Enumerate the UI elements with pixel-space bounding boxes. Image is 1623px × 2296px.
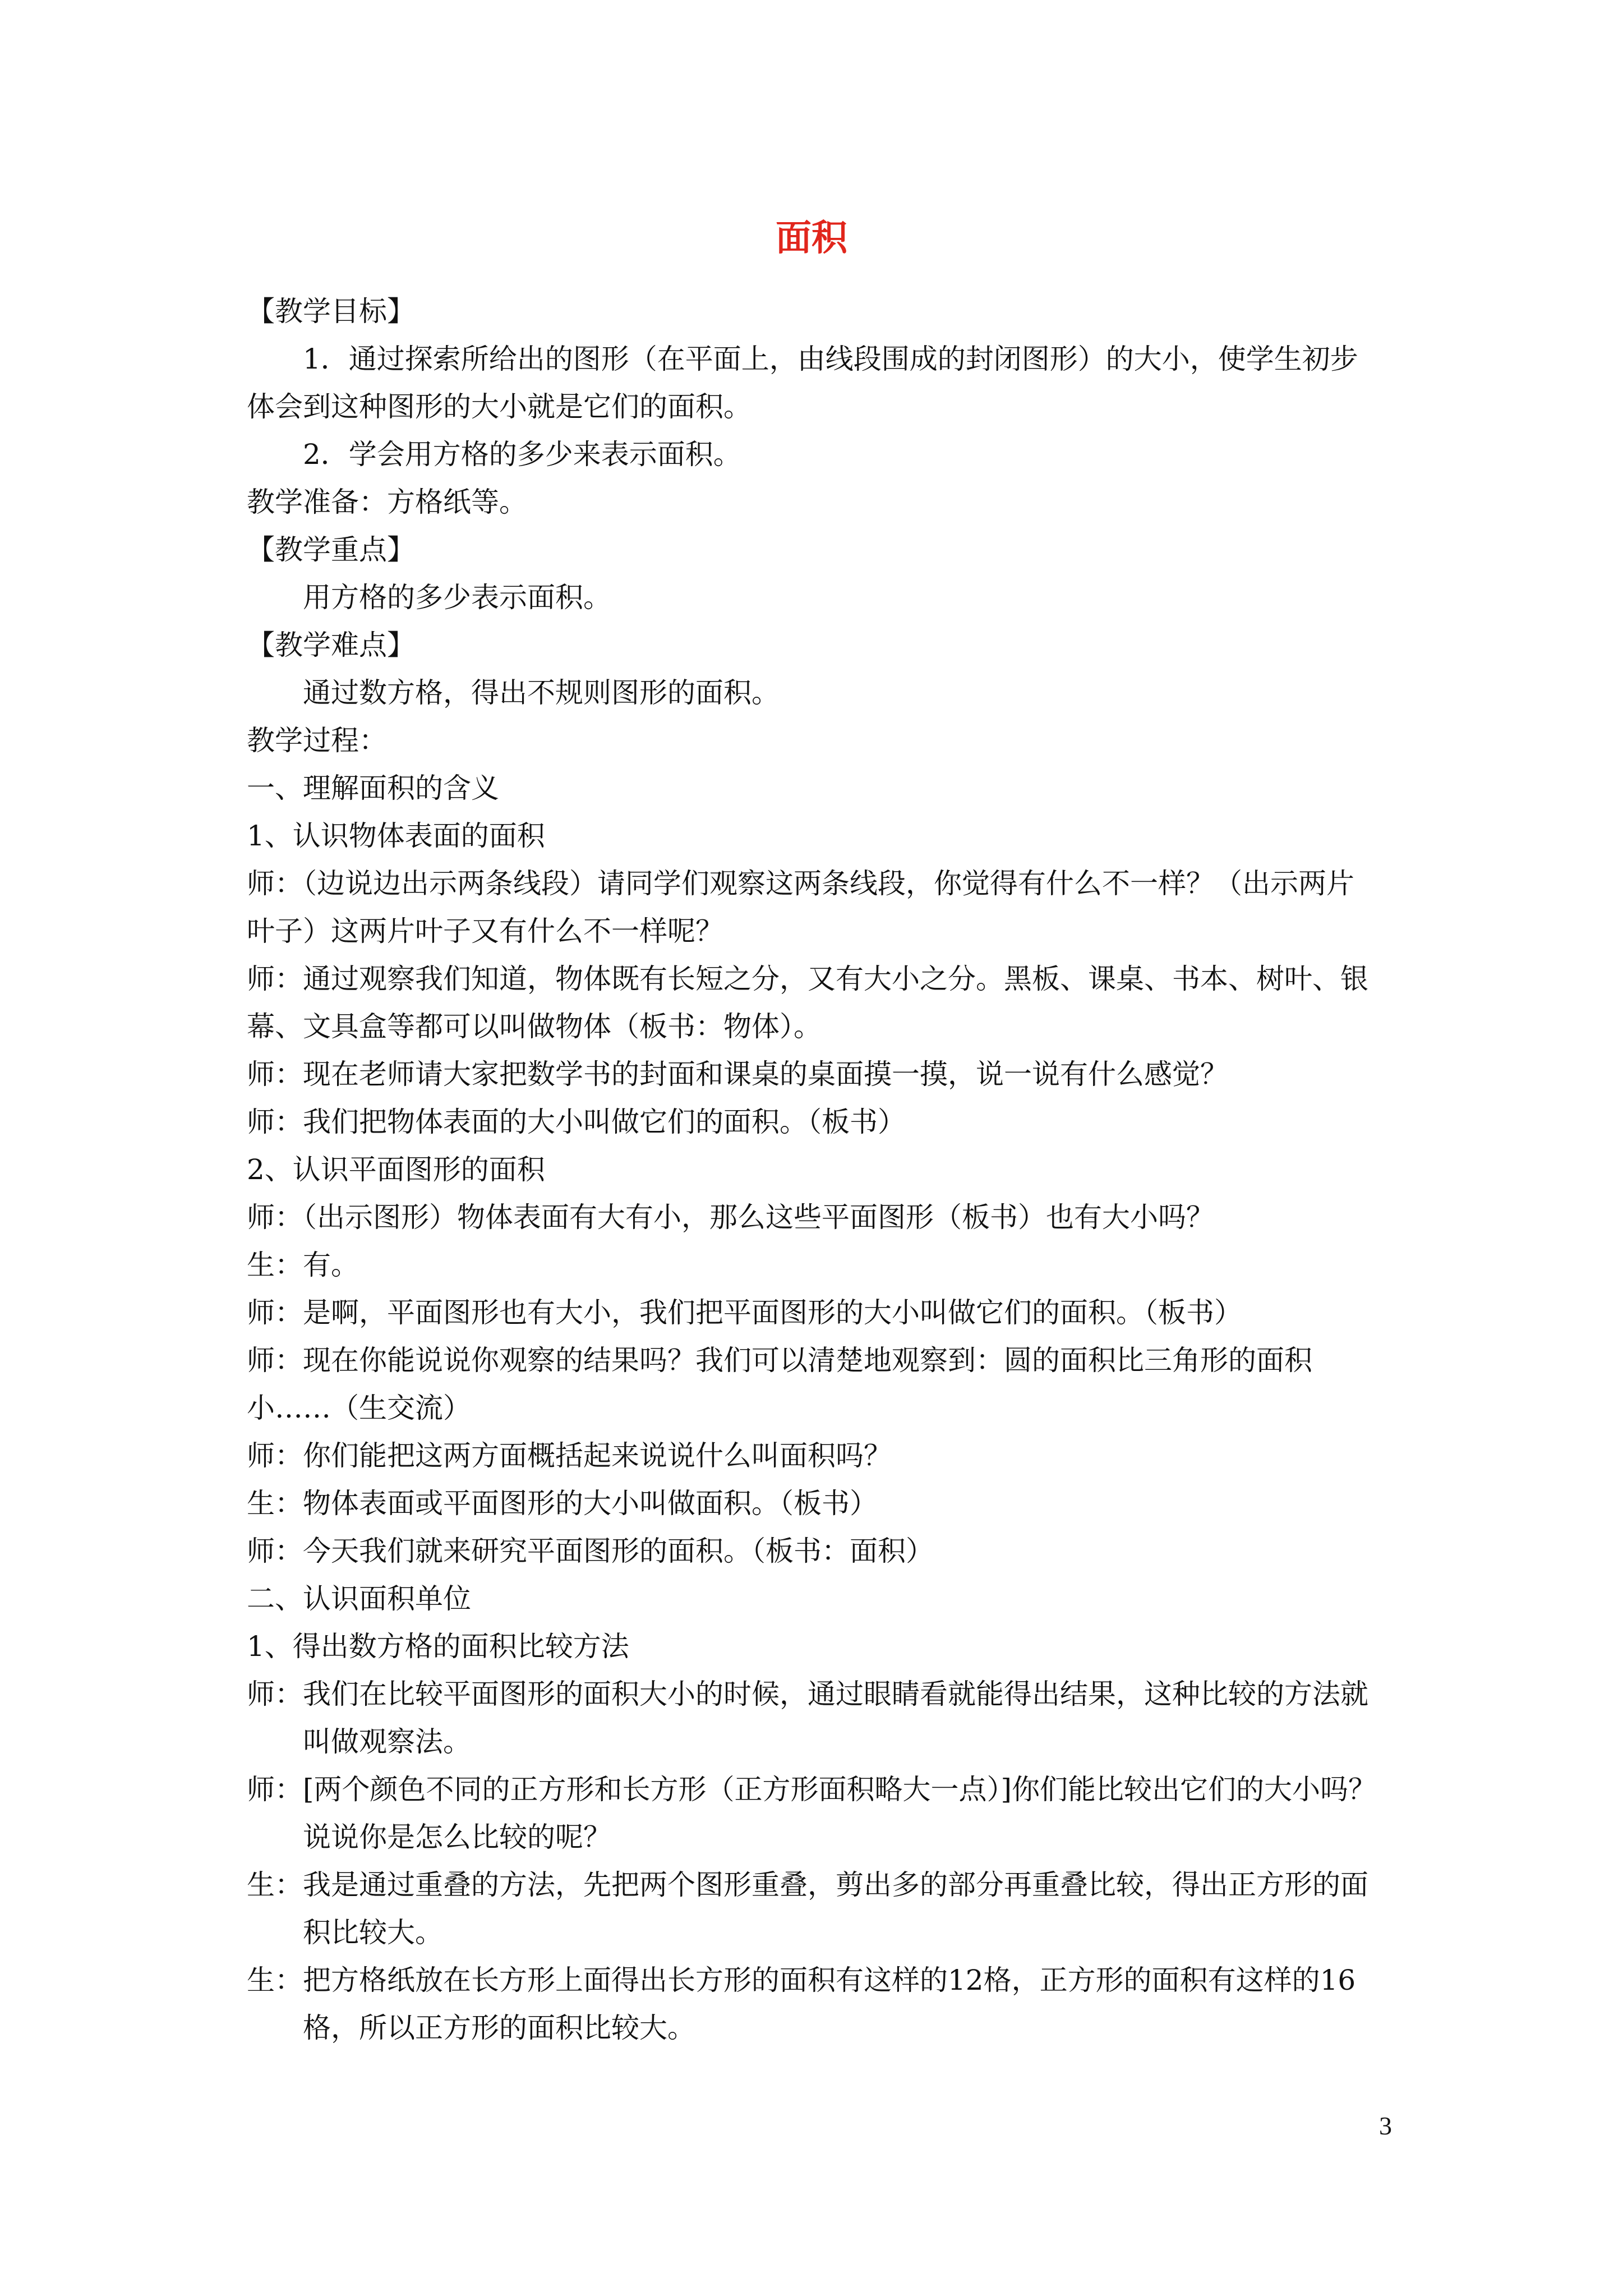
text-line: 1、得出数方格的面积比较方法 bbox=[247, 1630, 629, 1663]
text-line: 格，所以正方形的面积比较大。 bbox=[247, 2012, 695, 2044]
text-line: 师：通过观察我们知道，物体既有长短之分，又有大小之分。黑板、课桌、书本、树叶、银 bbox=[247, 963, 1368, 995]
text-line: 教学过程： bbox=[247, 724, 387, 757]
text-line: 【教学难点】 bbox=[247, 629, 415, 661]
text-line: 师：今天我们就来研究平面图形的面积。（板书：面积） bbox=[247, 1535, 934, 1567]
text-line: 生：把方格纸放在长方形上面得出长方形的面积有这样的12格，正方形的面积有这样的16 bbox=[247, 1964, 1356, 1996]
text-line: 幕、文具盒等都可以叫做物体（板书：物体）。 bbox=[247, 1010, 822, 1043]
text-line: 1、认识物体表面的面积 bbox=[247, 820, 545, 852]
text-line: 2、认识平面图形的面积 bbox=[247, 1153, 545, 1186]
page-title: 面积 bbox=[776, 218, 847, 259]
text-line: 叶子）这两片叶子又有什么不一样呢？ bbox=[247, 915, 723, 947]
text-line: 生：有。 bbox=[247, 1249, 359, 1281]
page-number: 3 bbox=[1379, 2111, 1392, 2140]
text-line: 教学准备：方格纸等。 bbox=[247, 486, 527, 518]
text-line: 【教学目标】 bbox=[247, 295, 415, 328]
text-line: 1．通过探索所给出的图形（在平面上，由线段围成的封闭图形）的大小，使学生初步 bbox=[247, 343, 1358, 375]
text-line: 师：现在你能说说你观察的结果吗？我们可以清楚地观察到：圆的面积比三角形的面积 bbox=[247, 1344, 1312, 1377]
text-line: 一、理解面积的含义 bbox=[247, 772, 499, 804]
text-line: 2．学会用方格的多少来表示面积。 bbox=[247, 438, 741, 471]
text-line: 师：是啊，平面图形也有大小，我们把平面图形的大小叫做它们的面积。（板书） bbox=[247, 1296, 1242, 1329]
text-line: 师：[两个颜色不同的正方形和长方形（正方形面积略大一点）]你们能比较出它们的大小吗？ bbox=[247, 1773, 1377, 1806]
text-line: 师：现在老师请大家把数学书的封面和课桌的桌面摸一摸，说一说有什么感觉？ bbox=[247, 1058, 1228, 1091]
text-line: 小……（生交流） bbox=[247, 1392, 471, 1424]
text-line: 叫做观察法。 bbox=[247, 1726, 471, 1758]
text-line: 通过数方格，得出不规则图形的面积。 bbox=[247, 677, 780, 709]
text-line: 师：你们能把这两方面概括起来说说什么叫面积吗？ bbox=[247, 1439, 892, 1472]
text-line: 师：我们在比较平面图形的面积大小的时候，通过眼睛看就能得出结果，这种比较的方法就 bbox=[247, 1678, 1368, 1710]
text-line: 【教学重点】 bbox=[247, 533, 415, 566]
text-line: 生：我是通过重叠的方法，先把两个图形重叠，剪出多的部分再重叠比较，得出正方形的面 bbox=[247, 1869, 1368, 1901]
text-line: 生：物体表面或平面图形的大小叫做面积。（板书） bbox=[247, 1487, 878, 1520]
text-line: 积比较大。 bbox=[247, 1916, 443, 1949]
text-line: 体会到这种图形的大小就是它们的面积。 bbox=[247, 390, 751, 423]
text-line: 师：（出示图形）物体表面有大有小，那么这些平面图形（板书）也有大小吗？ bbox=[247, 1201, 1214, 1234]
text-line: 说说你是怎么比较的呢？ bbox=[247, 1821, 611, 1853]
text-line: 师：我们把物体表面的大小叫做它们的面积。（板书） bbox=[247, 1106, 906, 1138]
text-line: 二、认识面积单位 bbox=[247, 1582, 471, 1615]
text-line: 师：（边说边出示两条线段）请同学们观察这两条线段，你觉得有什么不一样？（出示两片 bbox=[247, 867, 1354, 900]
text-line: 用方格的多少表示面积。 bbox=[247, 581, 611, 614]
